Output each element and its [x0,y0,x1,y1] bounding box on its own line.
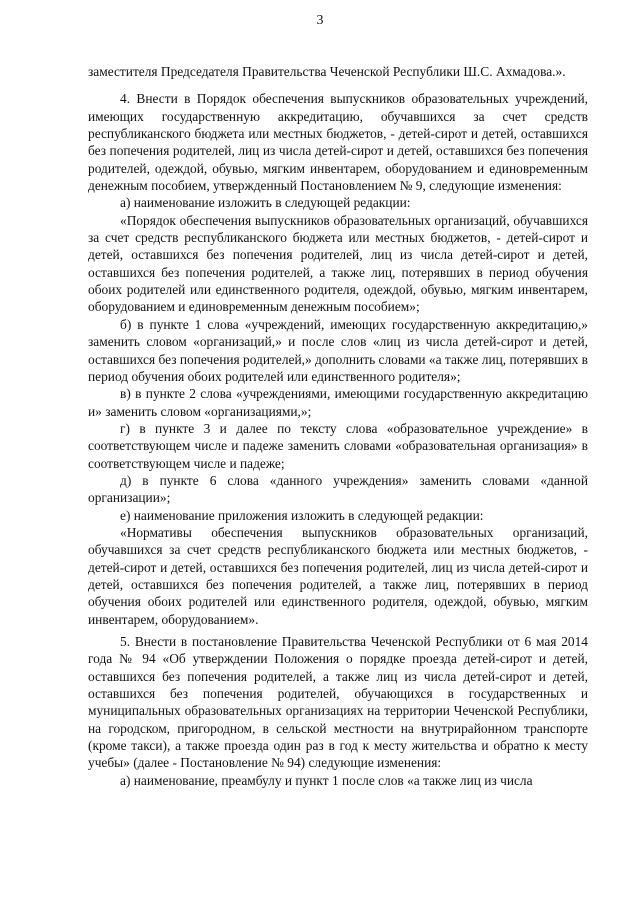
paragraph-subitem-e: е) наименование приложения изложить в следующей редакции: [120,507,484,523]
paragraph-subitem-d: д) в пункте 6 слова «данного учреждения» заменить словами «данной организации»; [88,472,588,506]
paragraph-continuation: заместителя Председателя Правительства Чеченской Республики Ш.С. Ахмадова.». [88,64,566,79]
paragraph-quote-title: «Порядок обеспечения выпускников образовательных организаций, обучавшихся за счет средств республиканского бюджета или местных бюджетов, - детей-сирот и детей, оставшихся без попечения родителей, лиц из числа детей-сирот и детей, оставшихся без попечения родителей, а также лиц, потерявших в период обучения обоих родителей или единственного родителя, одеждой, обувью, мягким инвентарем, оборудованием и единовременным денежным пособием»; [88,212,588,315]
paragraph-subitem-a-cont: а) наименование, преамбулу и пункт 1 после слов «а также лиц из числа [120,772,533,788]
paragraph-item-5: 5. Внести в постановление Правительства Чеченской Республики от 6 мая 2014 года № 94 «Об утверждении Положения о порядке проезда детей-сирот и детей, оставшихся без попечения родителей, а также лиц из числа детей-сирот и детей, оставшихся без попечения родителей, обучающихся в государственных и муниципальных образовательных организациях на территории Чеченской Республики, на городском, пригородном, в сельской местности на внутрирайонном транспорте (кроме такси), а также проезда один раз в год к месту жительства и обратно к месту учебы» (далее - Постановление № 94) следующие изменения: [88,634,588,771]
page-number: 3 [316,13,324,28]
paragraph-item-4: 4. Внести в Порядок обеспечения выпускников образовательных учреждений, имеющих государственную аккредитацию, обучавшихся за счет средств республиканского бюджета или местных бюджетов, - детей-сирот и детей, оставшихся без попечения родителей, лиц из числа детей-сирот и детей, оставшихся без попечения родителей, одеждой, обувью, мягким инвентарем, оборудованием и единовременным денежным пособием, утвержденный Постановлением № 9, следующие изменения: [88,91,588,194]
document-body [88,63,588,789]
paragraph-subitem-v: в) в пункте 2 слова «учреждениями, имеющими государственную аккредитацию и» заменить словом «организациями,»; [88,386,588,419]
paragraph-subitem-g: г) в пункте 3 и далее по тексту слова «образовательное учреждение» в соответствующем числе и падеже заменить словами «образовательная организация» в соответствующем числе и падеже; [88,420,588,471]
paragraph-quote-appendix: «Нормативы обеспечения выпускников образовательных организаций, обучавшихся за счет средств республиканского бюджета или местных бюджетов, - детей-сирот и детей, оставшихся без попечения родителей, лиц из числа детей-сирот и детей, оставшихся без попечения родителей, а также лиц, потерявших в период обучения обоих родителей или единственного родителя, одеждой, обувью, мягким инвентарем, оборудованием». [88,524,588,627]
paragraph-subitem-a: а) наименование изложить в следующей редакции: [120,195,411,211]
paragraph-subitem-b: б) в пункте 1 слова «учреждений, имеющих государственную аккредитацию,» заменить словом «организаций,» и после слов «лиц из числа детей-сирот и детей, оставшихся без попечения родителей,» дополнить словами «а также лиц, потерявших в период обучения обоих родителей или единственного родителя»; [88,316,588,384]
